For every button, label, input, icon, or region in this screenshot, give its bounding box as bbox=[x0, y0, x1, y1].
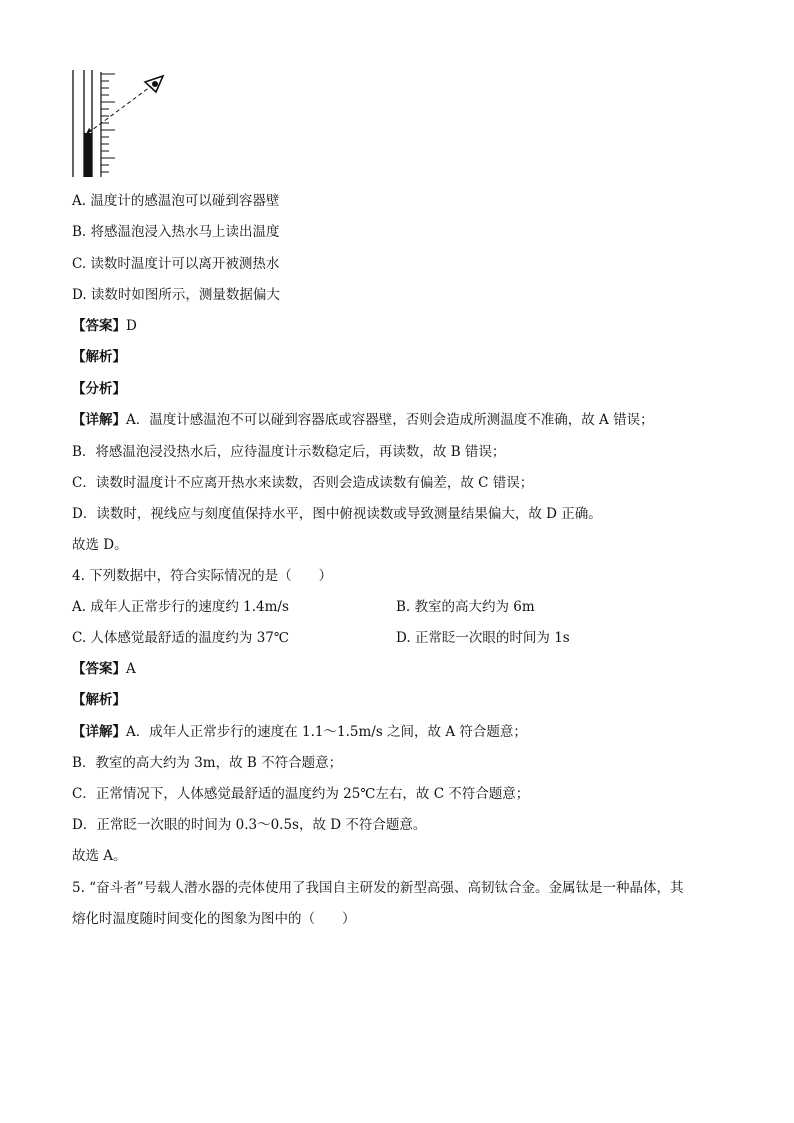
q4-stem: 4. 下列数据中，符合实际情况的是（ ） bbox=[72, 568, 333, 584]
answer-value: D bbox=[126, 318, 137, 334]
q3-conclusion: 故选 D。 bbox=[72, 537, 128, 553]
thermometer-figure bbox=[0, 0, 794, 200]
q3-detail-d: D．读数时，视线应与刻度值保持水平，图中俯视读数或导致测量结果偏大，故 D 正确。 bbox=[72, 506, 602, 522]
detail-label: 【详解】 bbox=[72, 724, 126, 740]
q3-option-b: B. 将感温泡浸入热水马上读出温度 bbox=[72, 224, 280, 240]
q3-option-d: D. 读数时如图所示，测量数据偏大 bbox=[72, 287, 280, 303]
q4-detail-c: C．正常情况下，人体感觉最舒适的温度约为 25℃左右，故 C 不符合题意； bbox=[72, 786, 530, 802]
thermometer-liquid-column bbox=[84, 133, 92, 177]
q4-detail-a: 【详解】A．成年人正常步行的速度在 1.1～1.5m/s 之间，故 A 符合题意； bbox=[72, 724, 527, 740]
q4-answer bbox=[72, 660, 136, 678]
thermometer-ticks bbox=[101, 74, 115, 172]
answer-label: 【答案】 bbox=[72, 661, 126, 677]
q4-option-a: A. 成年人正常步行的速度约 1.4m/s bbox=[72, 599, 289, 615]
q4-option-d: D. 正常眨一次眼的时间为 1s bbox=[396, 630, 570, 646]
line-of-sight bbox=[88, 87, 150, 133]
q5-stem-line2: 熔化时温度随时间变化的图象为图中的（ ） bbox=[72, 911, 356, 927]
q3-detail-a: 【详解】A．温度计感温泡不可以碰到容器底或容器壁，否则会造成所测温度不准确，故 A 错误； bbox=[72, 412, 654, 428]
q3-detail-c: C．读数时温度计不应离开热水来读数，否则会造成读数有偏差，故 C 错误； bbox=[72, 475, 534, 491]
q3-option-c: C. 读数时温度计可以离开被测热水 bbox=[72, 256, 280, 272]
q3-option-a: A. 温度计的感温泡可以碰到容器壁 bbox=[72, 193, 280, 209]
detail-label: 【详解】 bbox=[72, 412, 126, 428]
q4-conclusion: 故选 A。 bbox=[72, 848, 127, 864]
answer-value: A bbox=[126, 661, 136, 677]
answer-label: 【答案】 bbox=[72, 318, 126, 334]
q3-analysis-label: 【解析】 bbox=[72, 349, 126, 365]
q5-stem-line1: 5. “奋斗者”号载人潜水器的壳体使用了我国自主研发的新型高强、高韧钛合金。金属钛是一种晶体，其 bbox=[72, 880, 684, 896]
q4-detail-d: D．正常眨一次眼的时间为 0.3～0.5s，故 D 不符合题意。 bbox=[72, 817, 427, 833]
q3-detail-b: B．将感温泡浸没热水后，应待温度计示数稳定后，再读数，故 B 错误； bbox=[72, 444, 506, 460]
q3-fenxi-label: 【分析】 bbox=[72, 381, 126, 397]
q4-analysis-label: 【解析】 bbox=[72, 692, 126, 708]
eye-icon bbox=[145, 76, 163, 92]
q3-answer bbox=[72, 317, 137, 335]
q4-option-b: B. 教室的高大约为 6m bbox=[396, 599, 535, 615]
q4-option-c: C. 人体感觉最舒适的温度约为 37℃ bbox=[72, 630, 290, 646]
q4-detail-b: B．教室的高大约为 3m，故 B 不符合题意； bbox=[72, 755, 343, 771]
